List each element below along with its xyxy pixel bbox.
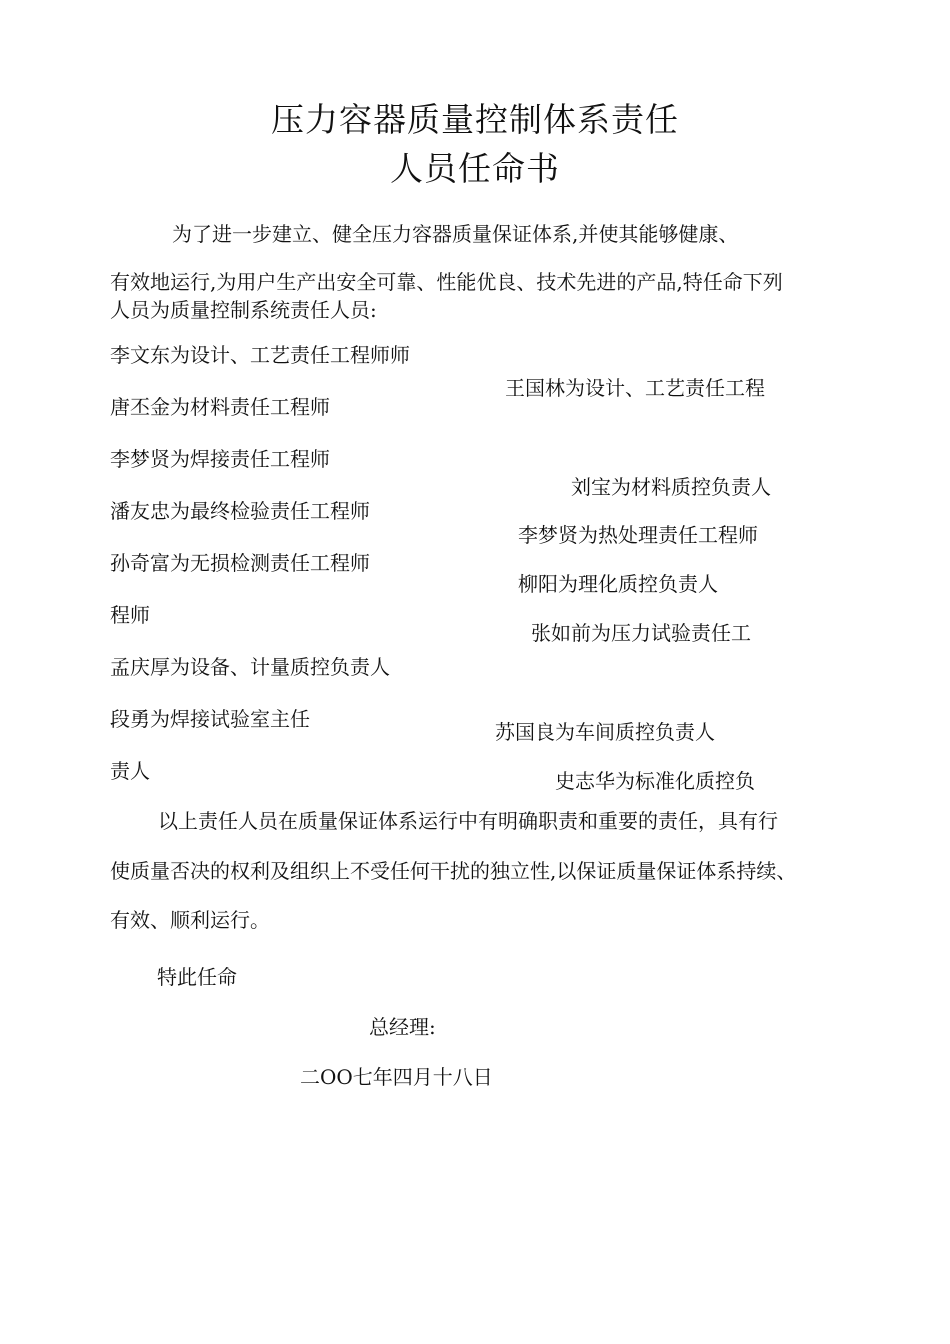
appointee-left-7: 孟庆厚为设备、计量质控负责人 xyxy=(110,655,390,679)
document-date: 二OO七年四月十八日 xyxy=(300,1065,493,1089)
appointee-right-1: 王国林为设计、工艺责任工程 xyxy=(505,376,765,400)
document-title-line-2: 人员任命书 xyxy=(390,149,560,188)
closing-line-1: 以上责任人员在质量保证体系运行中有明确职责和重要的责任，具有行 xyxy=(158,809,778,833)
document-title-line-1: 压力容器质量控制体系责任 xyxy=(271,100,679,139)
appointee-right-2: 刘宝为材料质控负责人 xyxy=(571,475,771,499)
appointee-right-4: 柳阳为理化质控负责人 xyxy=(518,572,718,596)
appointee-left-3: 李梦贤为焊接责任工程师 xyxy=(110,447,330,471)
appointee-right-6: 苏国良为车间质控负责人 xyxy=(495,720,715,744)
intro-line-2: 有效地运行,为用户生产出安全可靠、性能优良、技术先进的产品,特任命下列 xyxy=(110,270,783,294)
appointee-left-8: 段勇为焊接试验室主任 xyxy=(110,707,310,731)
appointee-left-5: 孙奇富为无损检测责任工程师 xyxy=(110,551,370,575)
appointee-left-2: 唐丕金为材料责任工程师 xyxy=(110,395,330,419)
appointee-left-4: 潘友忠为最终检验责任工程师 xyxy=(110,499,370,523)
closing-line-2: 使质量否决的权利及组织上不受任何干扰的独立性,以保证质量保证体系持续、 xyxy=(110,859,797,883)
appointee-right-7: 史志华为标准化质控负 xyxy=(555,769,755,793)
intro-line-3: 人员为质量控制系统责任人员: xyxy=(110,298,377,322)
appointee-right-3: 李梦贤为热处理责任工程师 xyxy=(518,523,758,547)
signature-label: 总经理: xyxy=(369,1015,436,1039)
appointee-left-6: 程师 xyxy=(110,603,150,627)
appointee-left-1: 李文东为设计、工艺责任工程师师 xyxy=(110,343,410,367)
appointment-statement: 特此任命 xyxy=(157,965,237,989)
intro-line-1: 为了进一步建立、健全压力容器质量保证体系,并使其能够健康、 xyxy=(172,222,739,246)
appointee-left-9: 责人 xyxy=(110,759,150,783)
appointee-right-5: 张如前为压力试验责任工 xyxy=(531,621,751,645)
closing-line-3: 有效、顺利运行。 xyxy=(110,908,270,932)
